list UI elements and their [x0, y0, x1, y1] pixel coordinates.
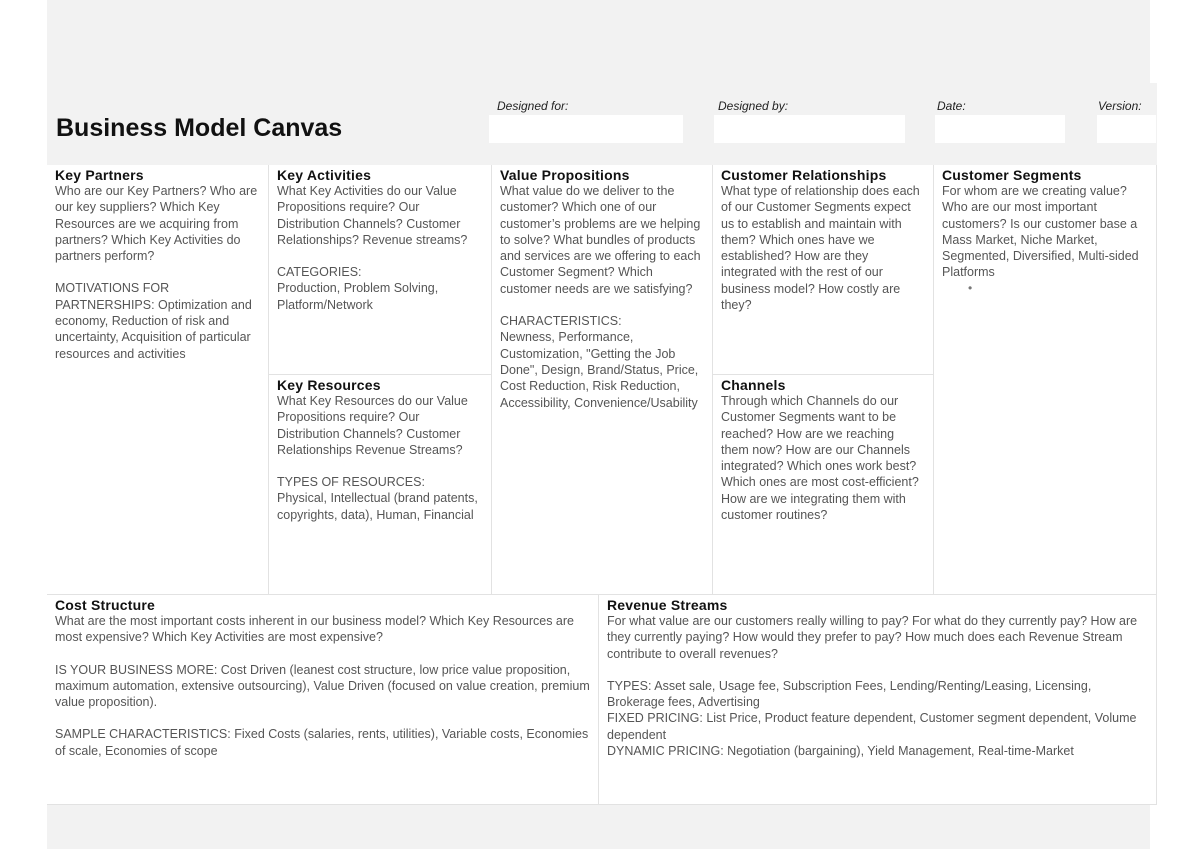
customer-relationships-title: Customer Relationships [721, 167, 887, 183]
channels-title: Channels [721, 377, 786, 393]
customer-relationships-section[interactable] [713, 165, 934, 375]
key-partners-title: Key Partners [55, 167, 144, 183]
key-resources-questions: What Key Resources do our Value Propositions require? Our Distribution Channels? Customer Relationships Revenue Streams? [277, 394, 468, 457]
date-label: Date: [937, 99, 966, 113]
key-resources-title: Key Resources [277, 377, 381, 393]
value-propositions-characteristics: CHARACTERISTICS: Newness, Performance, Customization, "Getting the Job Done", Design, Brand/Status, Price, Cost Reduction, Risk Reduction, Accessibility, Convenience/Usability [500, 314, 699, 410]
designed-for-label: Designed for: [497, 99, 569, 113]
key-activities-title: Key Activities [277, 167, 372, 183]
value-propositions-questions: What value do we deliver to the customer? Which one of our customer’s problems are we helping to solve? What bundles of products and services are we offering to each Customer Segment? Which customer needs are we satisfying? [500, 184, 701, 296]
channels-section[interactable] [713, 375, 934, 595]
revenue-streams-section[interactable] [599, 595, 1157, 805]
key-partners-questions: Who are our Key Partners? Who are our key suppliers? Which Key Resources are we acquiring from partners? Which Key Activities do partners perform? [55, 184, 258, 264]
date-field[interactable] [935, 115, 1065, 143]
version-label: Version: [1098, 99, 1142, 113]
key-resources-section[interactable] [269, 375, 492, 595]
key-activities-categories: CATEGORIES: Production, Problem Solving, Platform/Network [277, 265, 439, 312]
value-propositions-section[interactable] [492, 165, 713, 595]
key-partners-motivations: MOTIVATIONS FOR PARTNERSHIPS: Optimization and economy, Reduction of risk and uncertainty, Acquisition of particular resources and activities [55, 281, 252, 361]
cost-structure-title: Cost Structure [55, 597, 156, 613]
version-field[interactable] [1097, 115, 1156, 143]
revenue-streams-title: Revenue Streams [607, 597, 728, 613]
designed-by-label: Designed by: [718, 99, 789, 113]
cost-structure-sample: SAMPLE CHARACTERISTICS: Fixed Costs (salaries, rents, utilities), Variable costs, Economies of scale, Economies of scope [55, 727, 589, 758]
page-title: Business Model Canvas [56, 114, 343, 142]
cost-structure-questions: What are the most important costs inherent in our business model? Which Key Resources are most expensive? Which Key Activities are most expensive? [55, 614, 574, 645]
customer-segments-section[interactable] [934, 165, 1157, 595]
revenue-streams-questions: For what value are our customers really willing to pay? For what do they currently pay? How are they currently paying? How would they prefer to pay? How much does each Revenue Stream contribute to overall revenues? [607, 614, 1138, 661]
cost-structure-business-type: IS YOUR BUSINESS MORE: Cost Driven (leanest cost structure, low price value proposition, maximum automation, extensive outsourcing), Value Driven (focused on value creation, premium value proposition). [55, 662, 590, 710]
customer-segments-questions: For whom are we creating value? Who are our most important customers? Is our customer base a Mass Market, Niche Market, Segmented, Diversified, Multi-sided Platforms [942, 184, 1139, 280]
bullet-point: • [968, 280, 973, 295]
customer-segments-title: Customer Segments [942, 167, 1082, 183]
key-activities-section[interactable] [269, 165, 492, 375]
cost-structure-section[interactable] [47, 595, 599, 805]
designed-for-field[interactable] [489, 115, 683, 143]
key-resources-types: TYPES OF RESOURCES: Physical, Intellectual (brand patents, copyrights, data), Human, Financial [277, 475, 478, 522]
customer-relationships-questions: What type of relationship does each of our Customer Segments expect us to establish and maintain with them? Which ones have we established? How are they integrated with the rest of our business model? How costly are they? [721, 184, 920, 313]
value-propositions-title: Value Propositions [500, 167, 630, 183]
key-partners-section[interactable] [47, 165, 269, 595]
revenue-streams-types: TYPES: Asset sale, Usage fee, Subscription Fees, Lending/Renting/Leasing, Licensing, Brokerage fees, Advertising FIXED PRICING: List Price, Product feature dependent, Customer segment dependent, Volume dependent DYNAMIC PRICING: Negotiation (bargaining), Yield Management, Real-time-Market [607, 678, 1137, 759]
key-activities-questions: What Key Activities do our Value Propositions require? Our Distribution Channels? Customer Relationships? Revenue streams? [277, 184, 468, 247]
designed-by-field[interactable] [714, 115, 905, 143]
channels-questions: Through which Channels do our Customer Segments want to be reached? How are we reaching them now? How are our Channels integrated? Which ones work best? Which ones are most cost-efficient? How are we integrating them with customer routines? [721, 394, 919, 523]
